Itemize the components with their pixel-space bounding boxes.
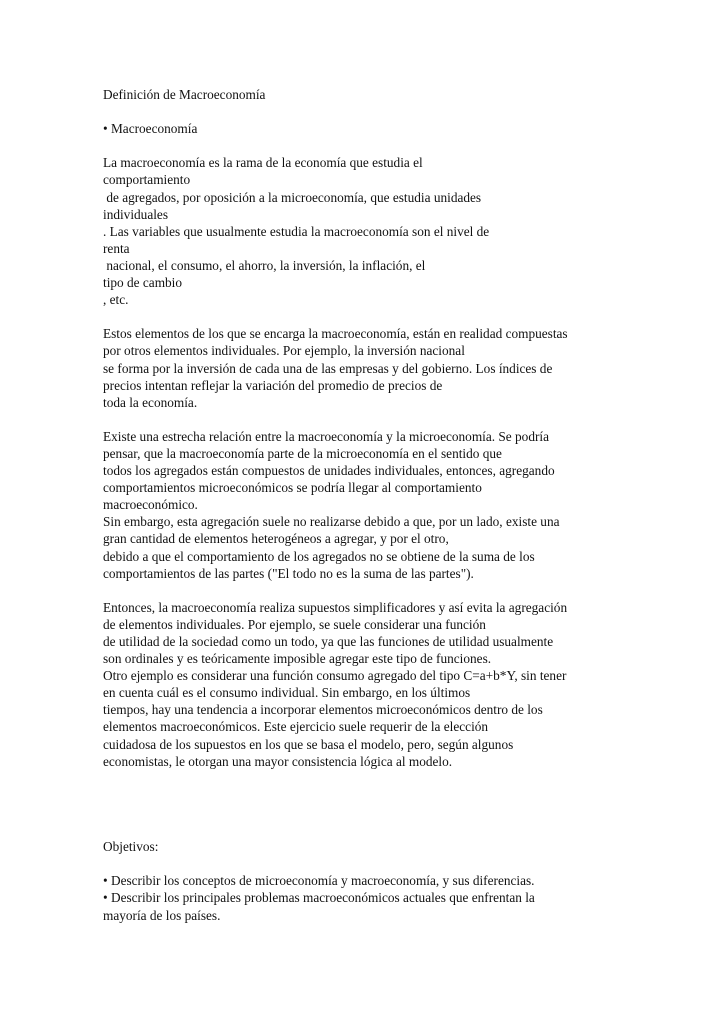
section-bullet-heading: • Macroeconomía	[103, 121, 198, 137]
text-line: Estos elementos de los que se encarga la macroeconomía, están en realidad compuestas	[103, 326, 568, 342]
text-line: tiempos, hay una tendencia a incorporar elementos microeconómicos dentro de los	[103, 702, 543, 718]
text-line: tipo de cambio	[103, 275, 183, 291]
text-line: , etc.	[103, 292, 129, 308]
list-item: • Describir los conceptos de microeconomía y macroeconomía, y sus diferencias.	[103, 873, 535, 889]
objectives-list	[103, 872, 703, 923]
paragraph-assumptions	[103, 599, 703, 770]
text-line: por otros elementos individuales. Por ejemplo, la inversión nacional	[103, 343, 465, 359]
text-line: La macroeconomía es la rama de la economía que estudia el	[103, 155, 423, 171]
text-line: Entonces, la macroeconomía realiza supuestos simplificadores y así evita la agregación	[103, 599, 568, 615]
text-line: toda la economía.	[103, 394, 198, 410]
document-page	[103, 86, 703, 924]
text-line: Existe una estrecha relación entre la macroeconomía y la microeconomía. Se podría	[103, 428, 549, 444]
text-line: Otro ejemplo es considerar una función consumo agregado del tipo C=a+b*Y, sin tener	[103, 668, 567, 684]
text-line: gran cantidad de elementos heterogéneos a agregar, y por el otro,	[103, 531, 449, 547]
text-line: . Las variables que usualmente estudia la macroeconomía son el nivel de	[103, 223, 490, 239]
text-line: se forma por la inversión de cada una de las empresas y del gobierno. Los índices de	[103, 360, 553, 376]
text-line: renta	[103, 240, 130, 256]
text-line: en cuenta cuál es el consumo individual. Sin embargo, en los últimos	[103, 685, 471, 701]
paragraph-relation	[103, 428, 703, 582]
text-line: Sin embargo, esta agregación suele no realizarse debido a que, por un lado, existe una	[103, 514, 560, 530]
text-line: comportamientos de las partes ("El todo no es la suma de las partes").	[103, 565, 474, 581]
document-title: Definición de Macroeconomía	[103, 87, 266, 102]
text-line: comportamientos microeconómicos se podría llegar al comportamiento	[103, 480, 482, 496]
text-line: pensar, que la macroeconomía parte de la microeconomía en el sentido que	[103, 445, 502, 461]
text-line: de utilidad de la sociedad como un todo, ya que las funciones de utilidad usualmente	[103, 634, 554, 649]
text-line: comportamiento	[103, 172, 191, 188]
text-line: economistas, le otorgan una mayor consistencia lógica al modelo.	[103, 753, 453, 769]
text-line: debido a que el comportamiento de los agregados no se obtiene de la suma de los	[103, 548, 535, 564]
text-line: todos los agregados están compuestos de unidades individuales, entonces, agregando	[103, 463, 555, 479]
text-line: elementos macroeconómicos. Este ejercicio suele requerir de la elección	[103, 719, 489, 735]
paragraph-definition	[103, 154, 703, 308]
text-line: cuidadosa de los supuestos en los que se basa el modelo, pero, según algunos	[103, 736, 514, 752]
text-line: nacional, el consumo, el ahorro, la inversión, la inflación, el	[103, 257, 426, 273]
text-line: precios intentan reflejar la variación del promedio de precios de	[103, 377, 443, 393]
list-item: mayoría de los países.	[103, 907, 221, 923]
objectives-heading: Objetivos:	[103, 839, 159, 855]
text-line: de elementos individuales. Por ejemplo, se suele considerar una función	[103, 616, 486, 632]
text-line: individuales	[103, 206, 168, 222]
list-item: • Describir los principales problemas macroeconómicos actuales que enfrentan la	[103, 890, 535, 906]
paragraph-elements	[103, 325, 703, 410]
text-line: son ordinales y es teóricamente imposible agregar este tipo de funciones.	[103, 651, 492, 667]
text-line: de agregados, por oposición a la microeconomía, que estudia unidades	[103, 189, 482, 205]
text-line: macroeconómico.	[103, 497, 198, 513]
